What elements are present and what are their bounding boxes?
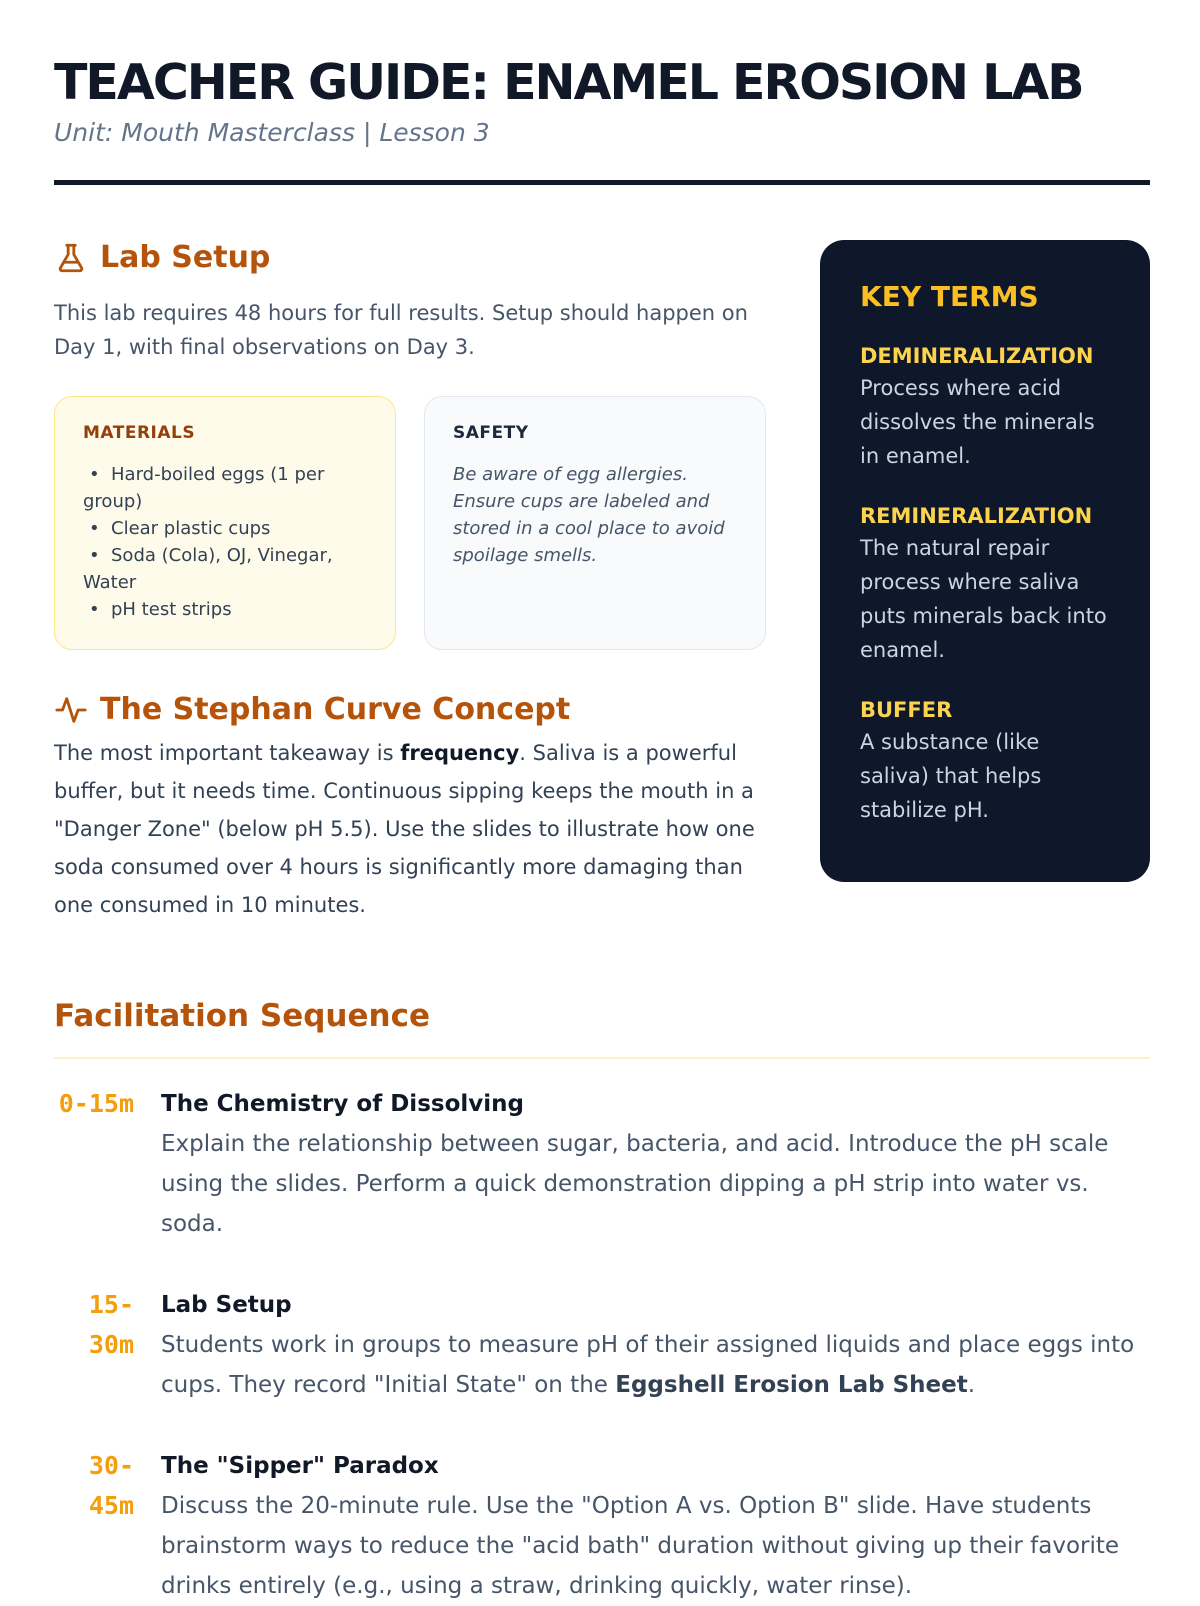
- lab-setup-heading: [54, 240, 270, 275]
- materials-item: • Clear plastic cups: [83, 515, 373, 542]
- safety-text: Be aware of egg allergies. Ensure cups are labeled and stored in a cool place to avoid spoilage smells.: [453, 464, 725, 566]
- term-definition: Process where acid dissolves the minerals in enamel.: [860, 376, 1095, 468]
- stephan-curve-text: [54, 734, 766, 924]
- title-divider: [54, 180, 1150, 185]
- facilitation-divider: [54, 1057, 1150, 1059]
- stephan-curve-heading: [54, 692, 570, 727]
- curve-emphasis: frequency: [400, 741, 520, 765]
- materials-list: [83, 461, 373, 623]
- step-title: Lab Setup: [161, 1292, 292, 1318]
- step-time: 15-30m: [88, 1290, 134, 1359]
- facilitation-heading: Facilitation Sequence: [54, 998, 430, 1034]
- term-name: REMINERALIZATION: [860, 504, 1093, 528]
- lab-sheet-name: Eggshell Erosion Lab Sheet: [615, 1372, 968, 1398]
- page-subtitle: Unit: Mouth Masterclass | Lesson 3: [54, 118, 490, 147]
- step-desc-part: Students work in groups to measure pH of their assigned liquids and place eggs into cups. They record "Initial State" on the: [161, 1332, 1135, 1398]
- curve-text-part: . Saliva is a powerful buffer, but it needs time. Continuous sipping keeps the mouth in a "Danger Zone" (below pH 5.5). Use the slides to illustrate how one soda consumed over 4 hours is significantly more damaging than one consumed in 10 minutes.: [54, 741, 755, 917]
- key-terms-panel: [820, 240, 1150, 882]
- term-entry: [860, 501, 1110, 667]
- materials-item: • pH test strips: [83, 596, 373, 623]
- safety-label: SAFETY: [453, 423, 529, 443]
- safety-card: [424, 396, 766, 650]
- step-time: 30-45m: [88, 1451, 134, 1520]
- step-time: 0-15m: [58, 1089, 134, 1118]
- stephan-curve-heading-text: The Stephan Curve Concept: [100, 692, 571, 727]
- step-desc-part: .: [967, 1372, 976, 1398]
- materials-item: • Hard-boiled eggs (1 per group): [83, 461, 373, 515]
- term-entry: [860, 341, 1110, 473]
- flask-icon: [54, 241, 88, 275]
- page-title: TEACHER GUIDE: ENAMEL EROSION LAB: [54, 54, 1083, 111]
- lab-setup-intro: This lab requires 48 hours for full results. Setup should happen on Day 1, with final observations on Day 3.: [54, 301, 748, 359]
- pulse-icon: [54, 693, 88, 727]
- term-definition: The natural repair process where saliva puts minerals back into enamel.: [860, 536, 1107, 662]
- key-terms-title: KEY TERMS: [860, 280, 1039, 313]
- term-definition: A substance (like saliva) that helps stabilize pH.: [860, 730, 1042, 822]
- step-body: [161, 1084, 1150, 1244]
- step-description: [161, 1325, 1150, 1405]
- step-description: Explain the relationship between sugar, bacteria, and acid. Introduce the pH scale using the slides. Perform a quick demonstration dipping a pH strip into water vs. soda.: [161, 1131, 1109, 1237]
- step-body: [161, 1285, 1150, 1405]
- step-title: The Chemistry of Dissolving: [161, 1091, 524, 1117]
- term-entry: [860, 695, 1110, 827]
- curve-text-part: The most important takeaway is: [54, 741, 401, 765]
- step-title: The "Sipper" Paradox: [161, 1453, 439, 1479]
- step-body: [161, 1446, 1150, 1606]
- materials-card: [54, 396, 396, 650]
- step-description: Discuss the 20-minute rule. Use the "Option A vs. Option B" slide. Have students brainstorm ways to reduce the "acid bath" duration without giving up their favorite drinks entirely (e.g., using a straw, drinking quickly, water rinse).: [161, 1493, 1120, 1599]
- term-name: DEMINERALIZATION: [860, 344, 1094, 368]
- lab-setup-heading-text: Lab Setup: [100, 240, 271, 275]
- materials-item: • Soda (Cola), OJ, Vinegar, Water: [83, 542, 373, 596]
- term-name: BUFFER: [860, 698, 953, 722]
- materials-label: MATERIALS: [83, 423, 196, 443]
